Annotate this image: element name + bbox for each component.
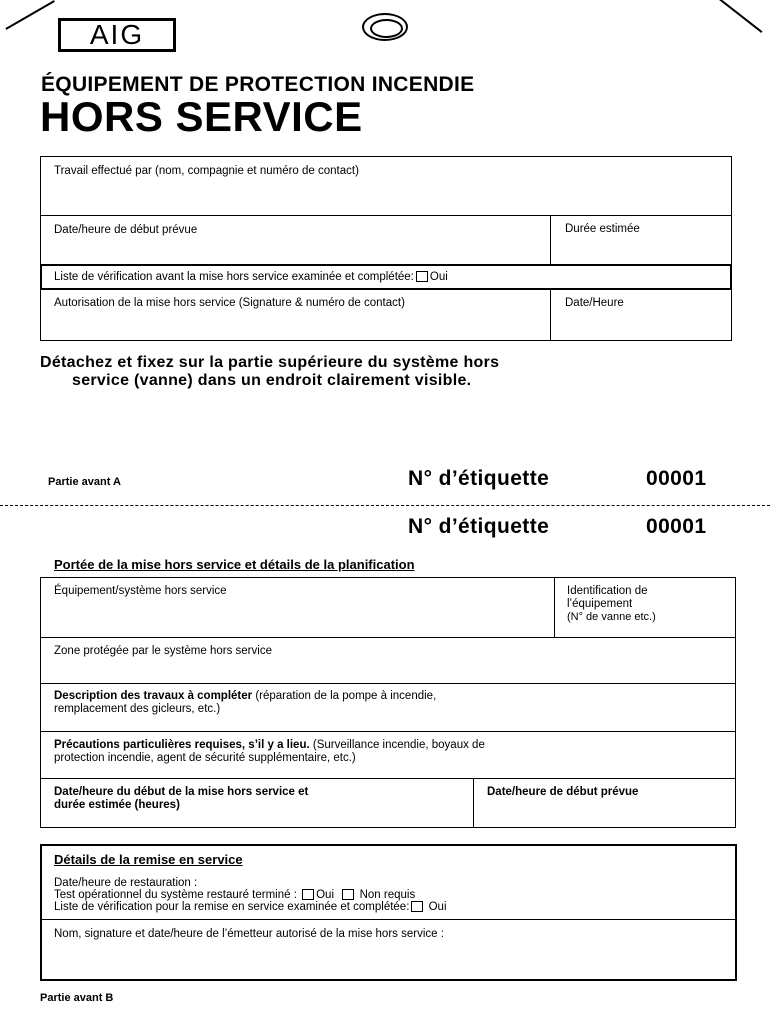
- attach-instruction: [40, 354, 740, 390]
- equipment-id-label: [567, 585, 656, 624]
- op-test-row: [54, 889, 447, 901]
- restore-checklist-yes-checkbox[interactable]: [411, 901, 423, 912]
- equipment-id-line-2: l’équipement: [567, 598, 633, 610]
- restore-checklist-yes-label: Oui: [428, 901, 447, 913]
- work-by-label: Travail effectué par (nom, compagnie et numéro de contact): [54, 165, 359, 177]
- restore-checklist-label: Liste de vérification pour la remise en service examinée et complétée:: [54, 901, 410, 913]
- start-datetime-label: Date/heure de début prévue: [54, 224, 198, 236]
- tag-number-label-b: N° d’étiquette: [408, 515, 550, 538]
- divider: [550, 289, 551, 341]
- checklist-label: [54, 271, 448, 284]
- work-description-line-1: [54, 690, 724, 703]
- divider: [554, 577, 555, 638]
- corner-cut-left: [5, 0, 54, 29]
- checklist-text: Liste de vérification avant la mise hors service examinée et complétée:: [54, 271, 414, 283]
- form-subtitle: ÉQUIPEMENT DE PROTECTION INCENDIE: [41, 73, 475, 96]
- duration-label: Durée estimée: [565, 223, 640, 235]
- issuer-label: Nom, signature et date/heure de l’émetteur autorisé de la mise hors service :: [54, 928, 444, 940]
- issuer-field[interactable]: [42, 942, 734, 978]
- planned-start-text: Date/heure de début prévue: [487, 786, 639, 798]
- restore-details: [54, 877, 447, 913]
- restore-divider: [40, 919, 737, 920]
- scope-heading: Portée de la mise hors service et détails de la planification: [54, 557, 415, 572]
- authorization-label: Autorisation de la mise hors service (Signature & numéro de contact): [54, 297, 405, 309]
- precautions-line-2: protection incendie, agent de sécurité supplémentaire, etc.): [54, 752, 356, 764]
- restore-heading: Détails de la remise en service: [54, 852, 243, 867]
- op-test-label: Test opérationnel du système restauré terminé :: [54, 889, 297, 901]
- precautions-bold: Précautions particulières requises, s’il y a lieu.: [54, 739, 310, 751]
- restore-datetime-label: Date/heure de restauration :: [54, 877, 198, 889]
- planned-start-label: [487, 786, 638, 799]
- work-description-bold: Description des travaux à compléter: [54, 690, 253, 702]
- op-test-no-label: Non requis: [359, 889, 416, 901]
- outage-start-label: [54, 786, 308, 812]
- tag-grommet-icon: [362, 13, 408, 41]
- work-description-line-2: remplacement des gicleurs, etc.): [54, 703, 221, 715]
- divider: [550, 215, 551, 266]
- work-description-label: [54, 690, 724, 716]
- aig-logo: AIG: [58, 18, 176, 52]
- instruction-line-2: service (vanne) dans un endroit clairement visible.: [72, 372, 472, 389]
- corner-cut-right: [717, 0, 762, 33]
- part-a-label: Partie avant A: [48, 476, 121, 488]
- date-time-label: Date/Heure: [565, 297, 624, 309]
- part-b-label: Partie avant B: [40, 992, 114, 1004]
- equipment-label: Équipement/système hors service: [54, 585, 227, 597]
- tag-number-a: 00001: [646, 467, 707, 490]
- outage-start-line-1: Date/heure du début de la mise hors service et: [54, 786, 309, 798]
- equipment-id-line-3: (N° de vanne etc.): [567, 611, 656, 623]
- equipment-id-line-1: Identification de: [567, 585, 648, 597]
- tag-number-label-a: N° d’étiquette: [408, 467, 550, 490]
- op-test-no-checkbox[interactable]: [342, 889, 354, 900]
- checklist-yes-label: Oui: [429, 271, 448, 283]
- op-test-yes-checkbox[interactable]: [302, 889, 314, 900]
- restore-checklist-row: [54, 901, 447, 913]
- work-description-rest: (réparation de la pompe à incendie,: [252, 690, 437, 702]
- form-title: HORS SERVICE: [40, 93, 363, 140]
- protected-zone-label: Zone protégée par le système hors service: [54, 645, 272, 657]
- tear-off-line: [0, 505, 770, 506]
- precautions-line-1: [54, 739, 730, 752]
- tag-number-b: 00001: [646, 515, 707, 538]
- instruction-line-1: Détachez et fixez sur la partie supérieure du système hors: [40, 354, 500, 371]
- outage-start-line-2: durée estimée (heures): [54, 799, 180, 811]
- checklist-yes-checkbox[interactable]: [416, 271, 428, 282]
- precautions-label: [54, 739, 730, 765]
- op-test-yes-label: Oui: [316, 889, 335, 901]
- divider: [473, 778, 474, 828]
- precautions-rest: (Surveillance incendie, boyaux de: [309, 739, 485, 751]
